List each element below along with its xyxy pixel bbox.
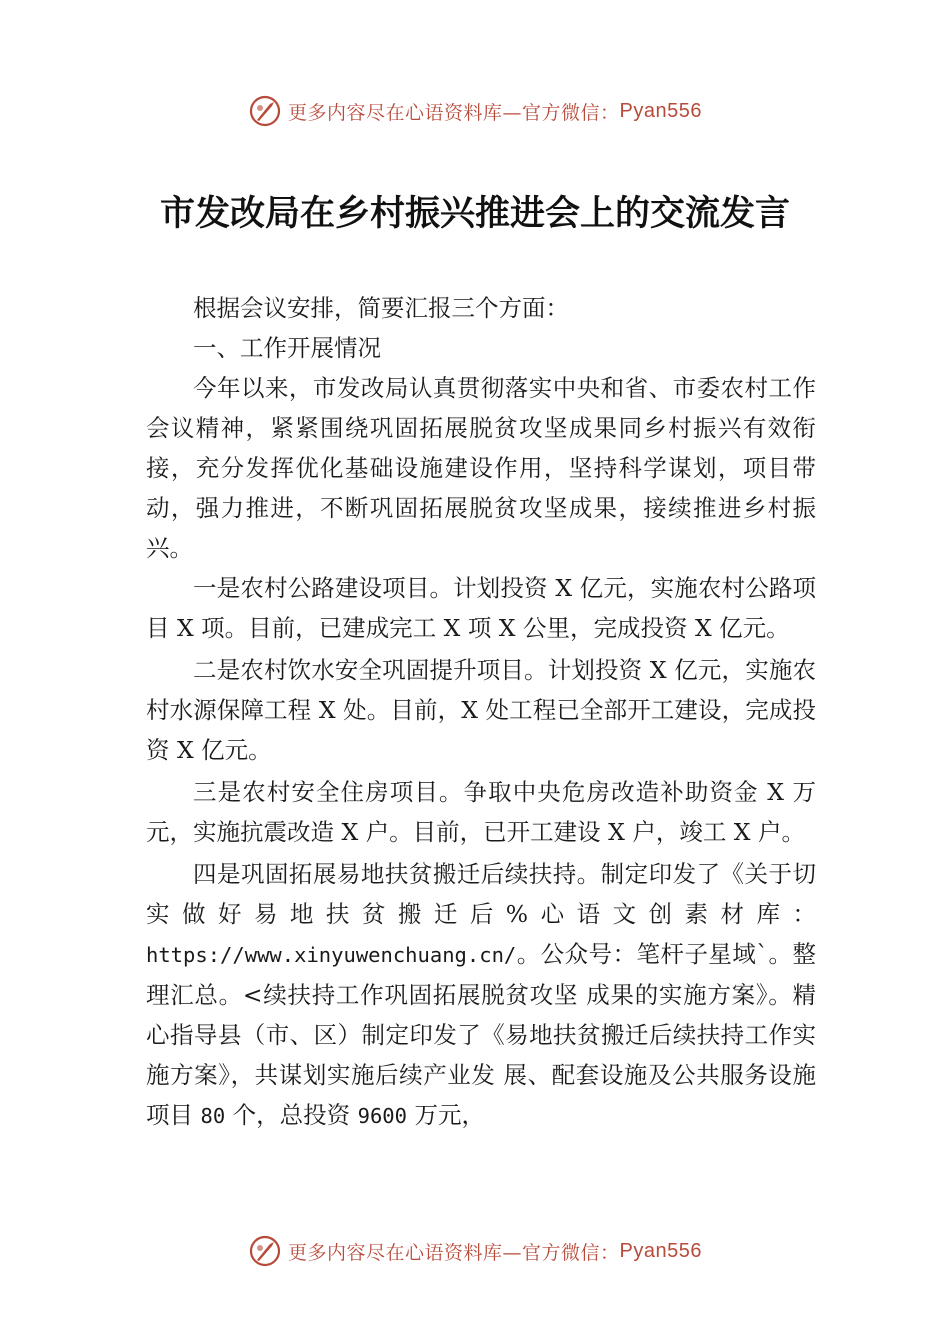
quill-logo-icon <box>248 94 282 128</box>
document-title: 市发改局在乡村振兴推进会上的交流发言 <box>159 193 790 234</box>
quill-logo-icon <box>248 1234 282 1268</box>
header-watermark <box>0 94 950 128</box>
number: 80 <box>200 1104 226 1128</box>
paragraph-text: 四是巩固拓展易地扶贫搬迁后续扶持。制定印发了《关于切实做好易地扶贫搬迁后%心语文创素材库： <box>146 860 816 928</box>
paragraph: 二是农村饮水安全巩固提升项目。计划投资 X 亿元，实施农村水源保障工程 X 处。目前，X 处工程已全部开工建设，完成投资 X 亿元。 <box>146 656 816 764</box>
section-heading: 一、工作开展情况 <box>193 334 381 362</box>
watermark-account: Pyan556 <box>619 99 702 122</box>
watermark-text: 更多内容尽在心语资料库—官方微信： <box>288 101 620 124</box>
paragraph: 根据会议安排，简要汇报三个方面： <box>193 294 569 322</box>
watermark-account: Pyan556 <box>619 1239 702 1262</box>
watermark-text: 更多内容尽在心语资料库—官方微信： <box>288 1241 620 1264</box>
number: 9600 <box>357 1104 407 1128</box>
url-link[interactable]: https://www.xinyuwenchuang.cn/ <box>146 943 517 967</box>
paragraph-text: 个，总投资 <box>225 1101 358 1129</box>
paragraph: 一是农村公路建设项目。计划投资 X 亿元，实施农村公路项目 X 项。目前，已建成完工 X 项 X 公里，完成投资 X 亿元。 <box>146 574 816 642</box>
paragraph-text: 万元， <box>407 1101 485 1129</box>
footer-watermark <box>0 1234 950 1268</box>
paragraph: 三是农村安全住房项目。争取中央危房改造补助资金 X 万元，实施抗震改造 X 户。目前，已开工建设 X 户，竣工 X 户。 <box>146 778 816 846</box>
paragraph <box>146 854 816 1136</box>
paragraph: 今年以来，市发改局认真贯彻落实中央和省、市委农村工作会议精神，紧紧围绕巩固拓展脱贫攻坚成果同乡村振兴有效衔接，充分发挥优化基础设施建设作用，坚持科学谋划，项目带动，强力推进，不断巩固拓展脱贫攻坚成果，接续推进乡村振兴。 <box>146 374 816 562</box>
document-body <box>146 288 816 1136</box>
paragraph-text: 。公众号：笔杆子星域`。整理汇总。<续扶持工作巩固拓展脱贫攻坚 成果的实施方案》。精心指导县（市、区）制定印发了《易地扶贫搬迁后续扶持工作实施方案》，共谋划实施后续产业发 展、配套设施及公共服务设施项目 <box>146 940 816 1129</box>
